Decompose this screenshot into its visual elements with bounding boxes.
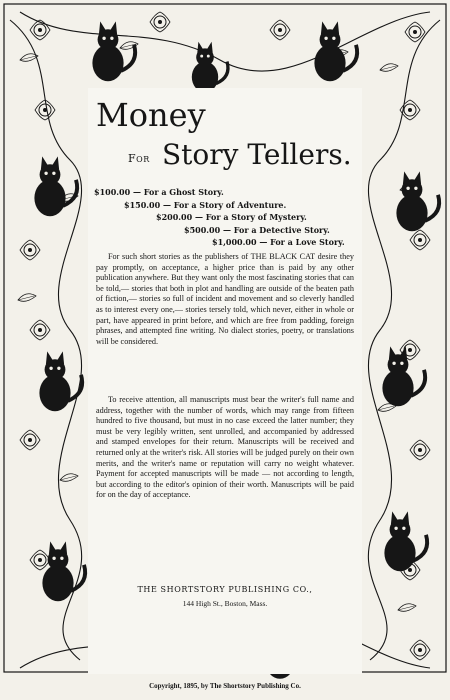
publisher-address: 144 High St., Boston, Mass. [182, 599, 268, 608]
title-for: For [128, 152, 150, 165]
prize-item: $500.00 — For a Detective Story. [184, 224, 330, 235]
prize-item: $200.00 — For a Story of Mystery. [156, 212, 307, 223]
publisher-name: THE SHORTSTORY PUBLISHING CO., [137, 585, 313, 594]
prize-item: $150.00 — For a Story of Adventure. [124, 199, 287, 210]
copyright-notice: Copyright, 1895, by The Shortstory Publishing Co. [149, 682, 301, 690]
title-story-tellers: Story Tellers. [162, 138, 352, 171]
prize-item: $100.00 — For a Ghost Story. [94, 187, 224, 197]
title-money: Money [96, 96, 206, 134]
prize-item: $1,000.00 — For a Love Story. [212, 237, 345, 248]
body-paragraph-1: For such short stories as the publishers of THE BLACK CAT desire they pay promptly, on acceptance, a higher price than is paid by any other publication anywhere. But they want only the most fascinating stories that can be told,— stories that both in plot and handling are outside of the beaten path of fiction,— stories so full of incident and movement and so cleverly handled as to interest every one,— stories tersely told, which never, either in whole or part, have appeared in print before, and which are free from padding, foreign phrases, and attempted fine writing. No dialect stories, poetry, or translations will be considered. [96, 252, 354, 346]
body-paragraph-2: To receive attention, all manuscripts must bear the writer's full name and address, together with the number of words, which may range from fifteen hundred to five thousand, but must in no case exceed the latter number; they must be very legibly written, sent unrolled, and accompanied by addressed and stamped envelopes for their return. Manuscripts will be received and returned only at the writer's risk. All stories will be judged purely on their own merits, and the writer's name or reputation will carry no weight whatever. Payment for accepted manuscripts will be made — not according to length, but according to the editor's opinion of their worth. Manuscripts will be paid for on the day of acceptance. [96, 395, 354, 500]
prize-list [94, 186, 356, 249]
